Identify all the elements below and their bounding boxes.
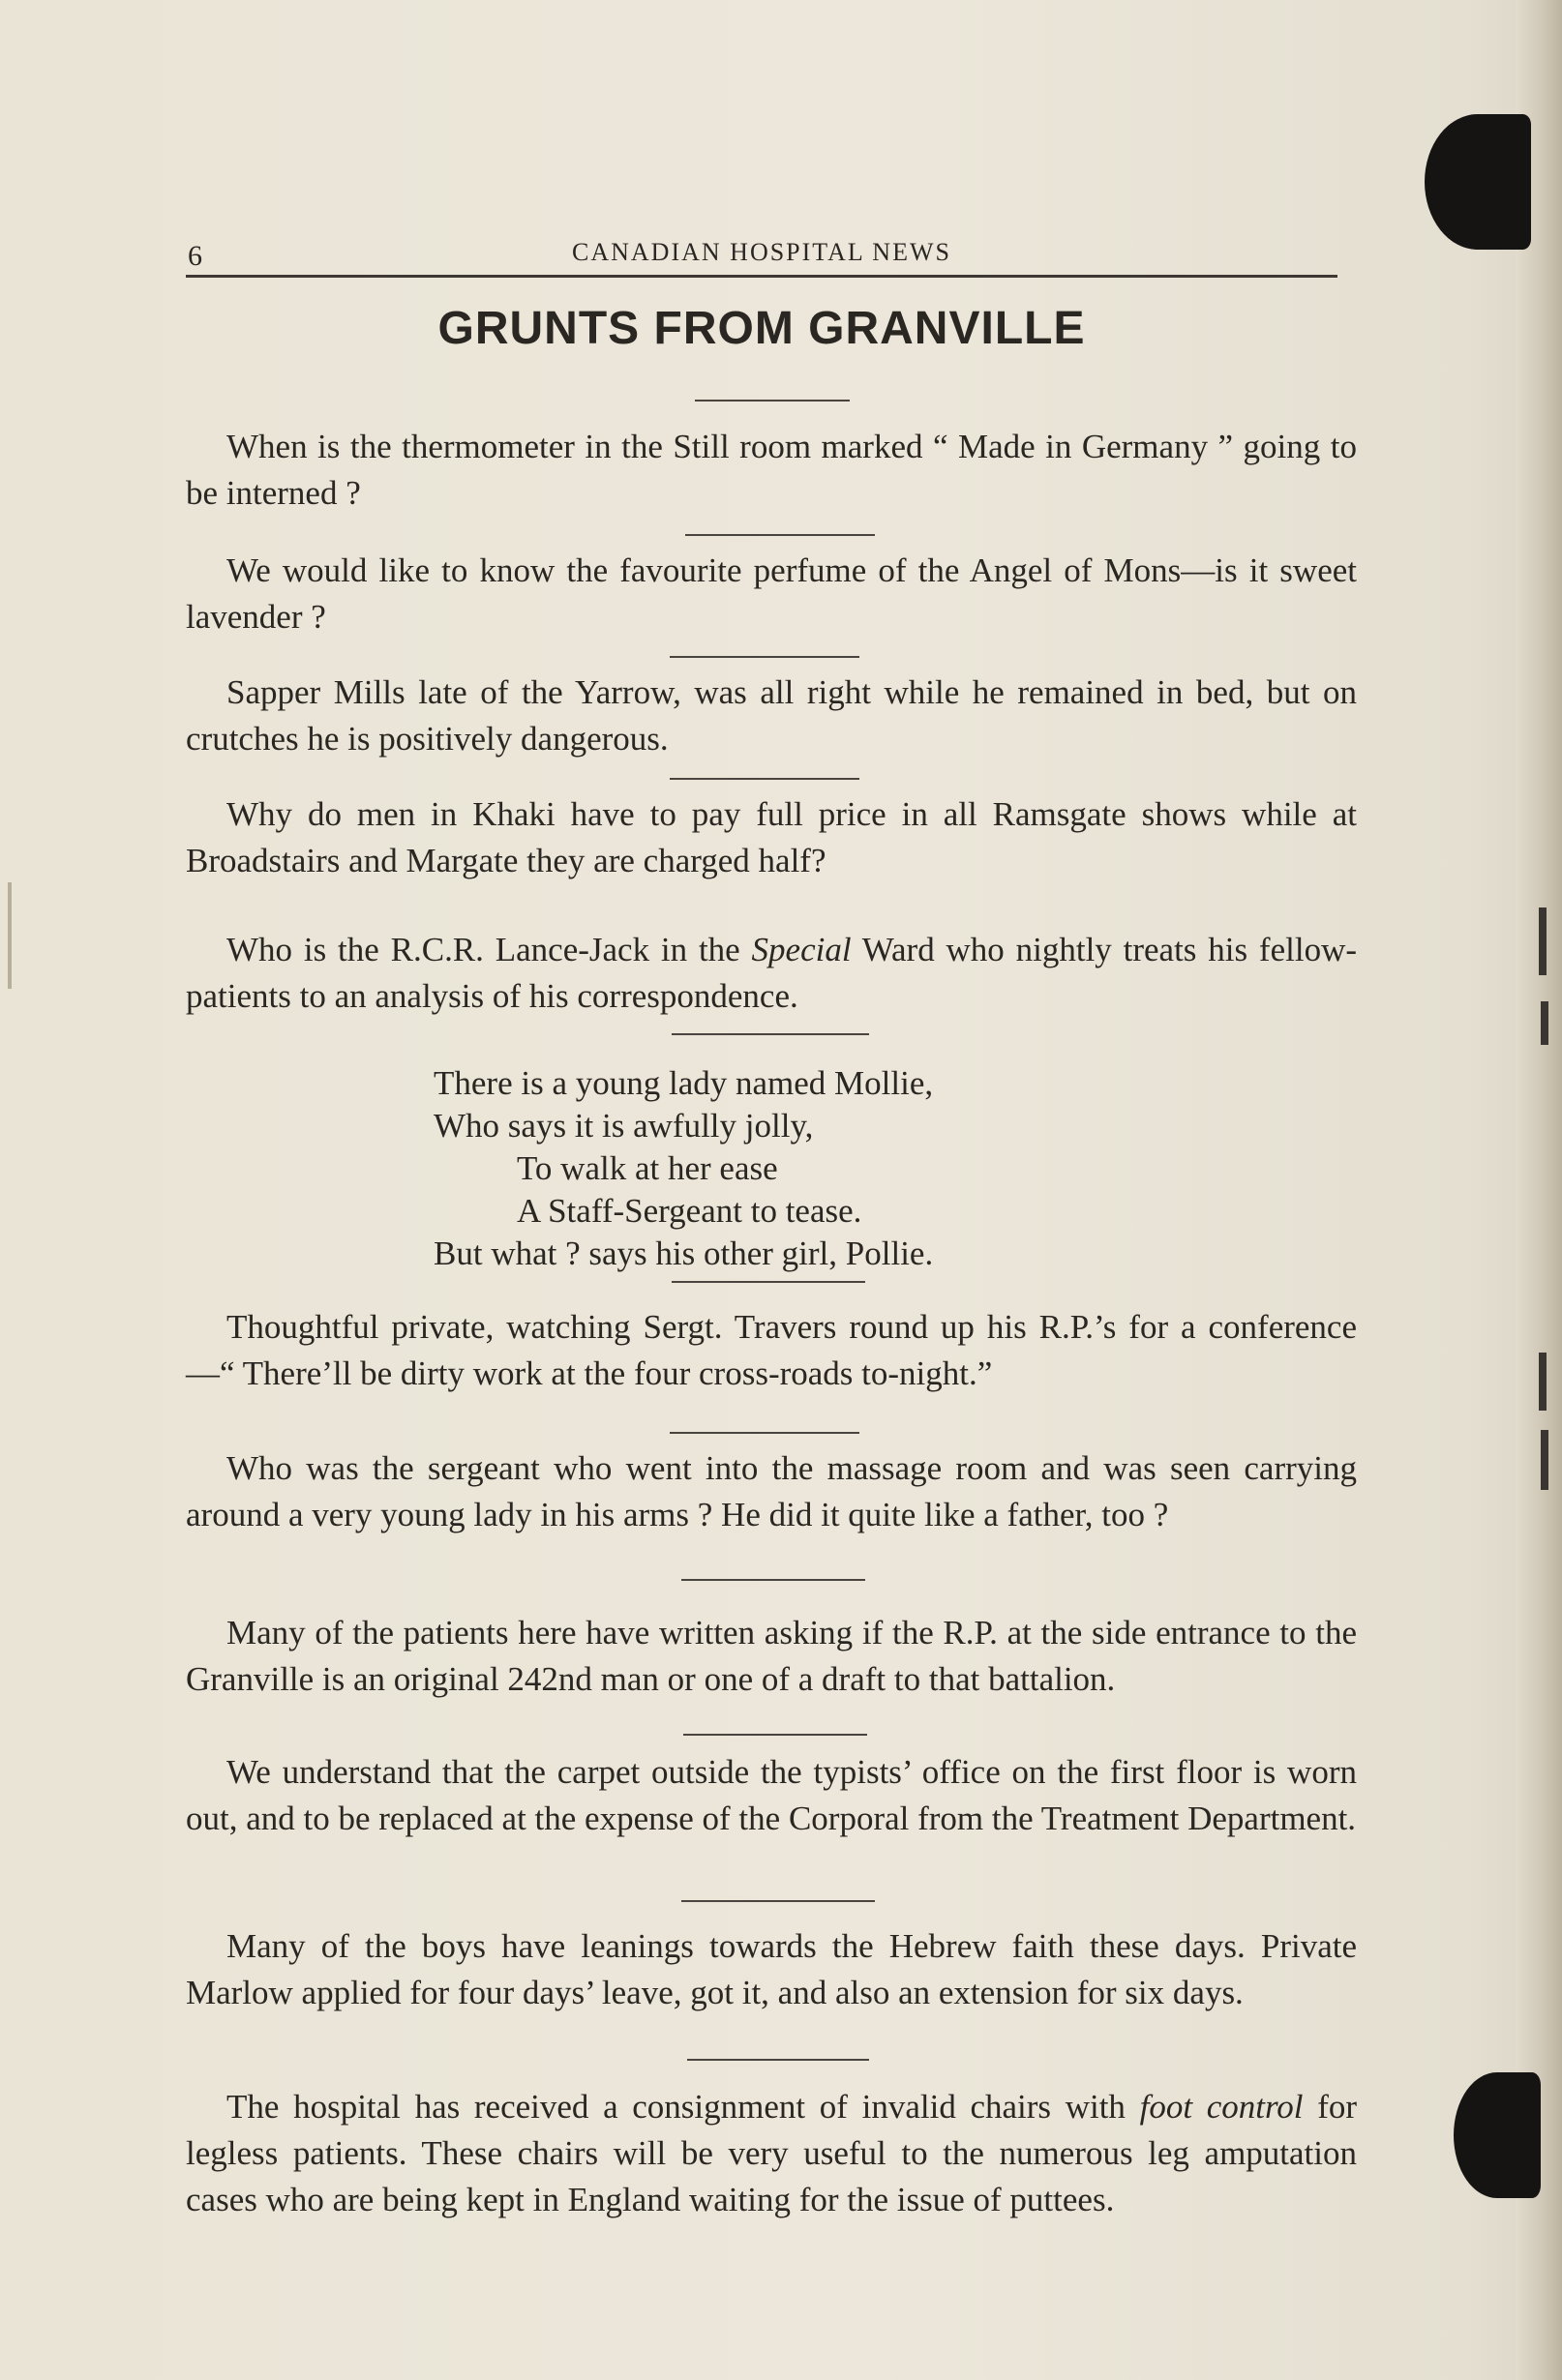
divider (670, 656, 859, 658)
paragraph: Who was the sergeant who went into the massage room and was seen carrying around a very young lady in his arms ? He did it quite like a father, too ? (186, 1449, 1357, 1533)
poem-line: But what ? says his other girl, Pollie. (434, 1235, 934, 1272)
article-title: GRUNTS FROM GRANVILLE (437, 303, 1086, 354)
staple-mark (1539, 1353, 1547, 1411)
divider (683, 1734, 867, 1736)
paragraph: The hospital has received a consignment of invalid chairs with foot control for legless patients. These chairs will be very useful to the numerous leg amputation cases who are being kept in England waiting for the issue of puttees. (186, 2088, 1358, 2218)
staple-mark (1541, 1430, 1548, 1490)
divider (695, 400, 850, 402)
divider (681, 1579, 865, 1581)
divider (672, 1033, 869, 1035)
paragraph: We would like to know the favourite perfume of the Angel of Mons—is it sweet lavender ? (186, 551, 1357, 636)
paragraph: Many of the boys have leanings towards the Hebrew faith these days. Private Marlow applied for four days’ leave, got it, and also an extension for six days. (186, 1927, 1357, 2011)
paragraph: Thoughtful private, watching Sergt. Travers round up his R.P.’s for a conference—“ There’ll be dirty work at the four cross-roads to-night.” (186, 1308, 1357, 1392)
staple-mark (1541, 1001, 1548, 1045)
divider (670, 1432, 859, 1434)
divider (681, 1900, 875, 1902)
divider (672, 1281, 865, 1283)
binding-hole-bottom (1454, 2072, 1541, 2198)
paragraph: Many of the patients here have written asking if the R.P. at the side entrance to the Granville is an original 242nd man or one of a draft to that battalion. (186, 1614, 1357, 1698)
paper-crease (8, 882, 12, 989)
poem-line: Who says it is awfully jolly, (434, 1107, 814, 1145)
running-title: CANADIAN HOSPITAL NEWS (572, 238, 951, 266)
poem-line: A Staff-Sergeant to tease. (517, 1192, 862, 1230)
divider (670, 778, 859, 780)
emphasis: Special (751, 931, 852, 968)
staple-mark (1539, 907, 1547, 975)
header-rule (186, 275, 1337, 278)
poem-line: To walk at her ease (517, 1149, 778, 1187)
paragraph: Who is the R.C.R. Lance-Jack in the Special Ward who nightly treats his fellow-patients to an analysis of his correspondence. (186, 931, 1357, 1015)
paragraph: Sapper Mills late of the Yarrow, was all right while he remained in bed, but on crutches he is positively dangerous. (186, 673, 1357, 758)
page-edge (1516, 0, 1562, 2380)
divider (685, 534, 875, 536)
paragraph: When is the thermometer in the Still room marked “ Made in Germany ” going to be interned ? (186, 428, 1357, 512)
page-number: 6 (188, 240, 202, 272)
emphasis: foot control (1139, 2088, 1304, 2126)
paragraph: We understand that the carpet outside the typists’ office on the first floor is worn out, and to be replaced at the expense of the Corporal from the Treatment Department. (186, 1753, 1357, 1837)
limerick (434, 1062, 1208, 1275)
binding-hole-top (1425, 114, 1531, 250)
divider (687, 2059, 869, 2061)
poem-line: There is a young lady named Mollie, (434, 1064, 934, 1102)
paragraph: Why do men in Khaki have to pay full price in all Ramsgate shows while at Broadstairs and Margate they are charged half? (186, 795, 1357, 879)
running-header (186, 232, 1337, 273)
